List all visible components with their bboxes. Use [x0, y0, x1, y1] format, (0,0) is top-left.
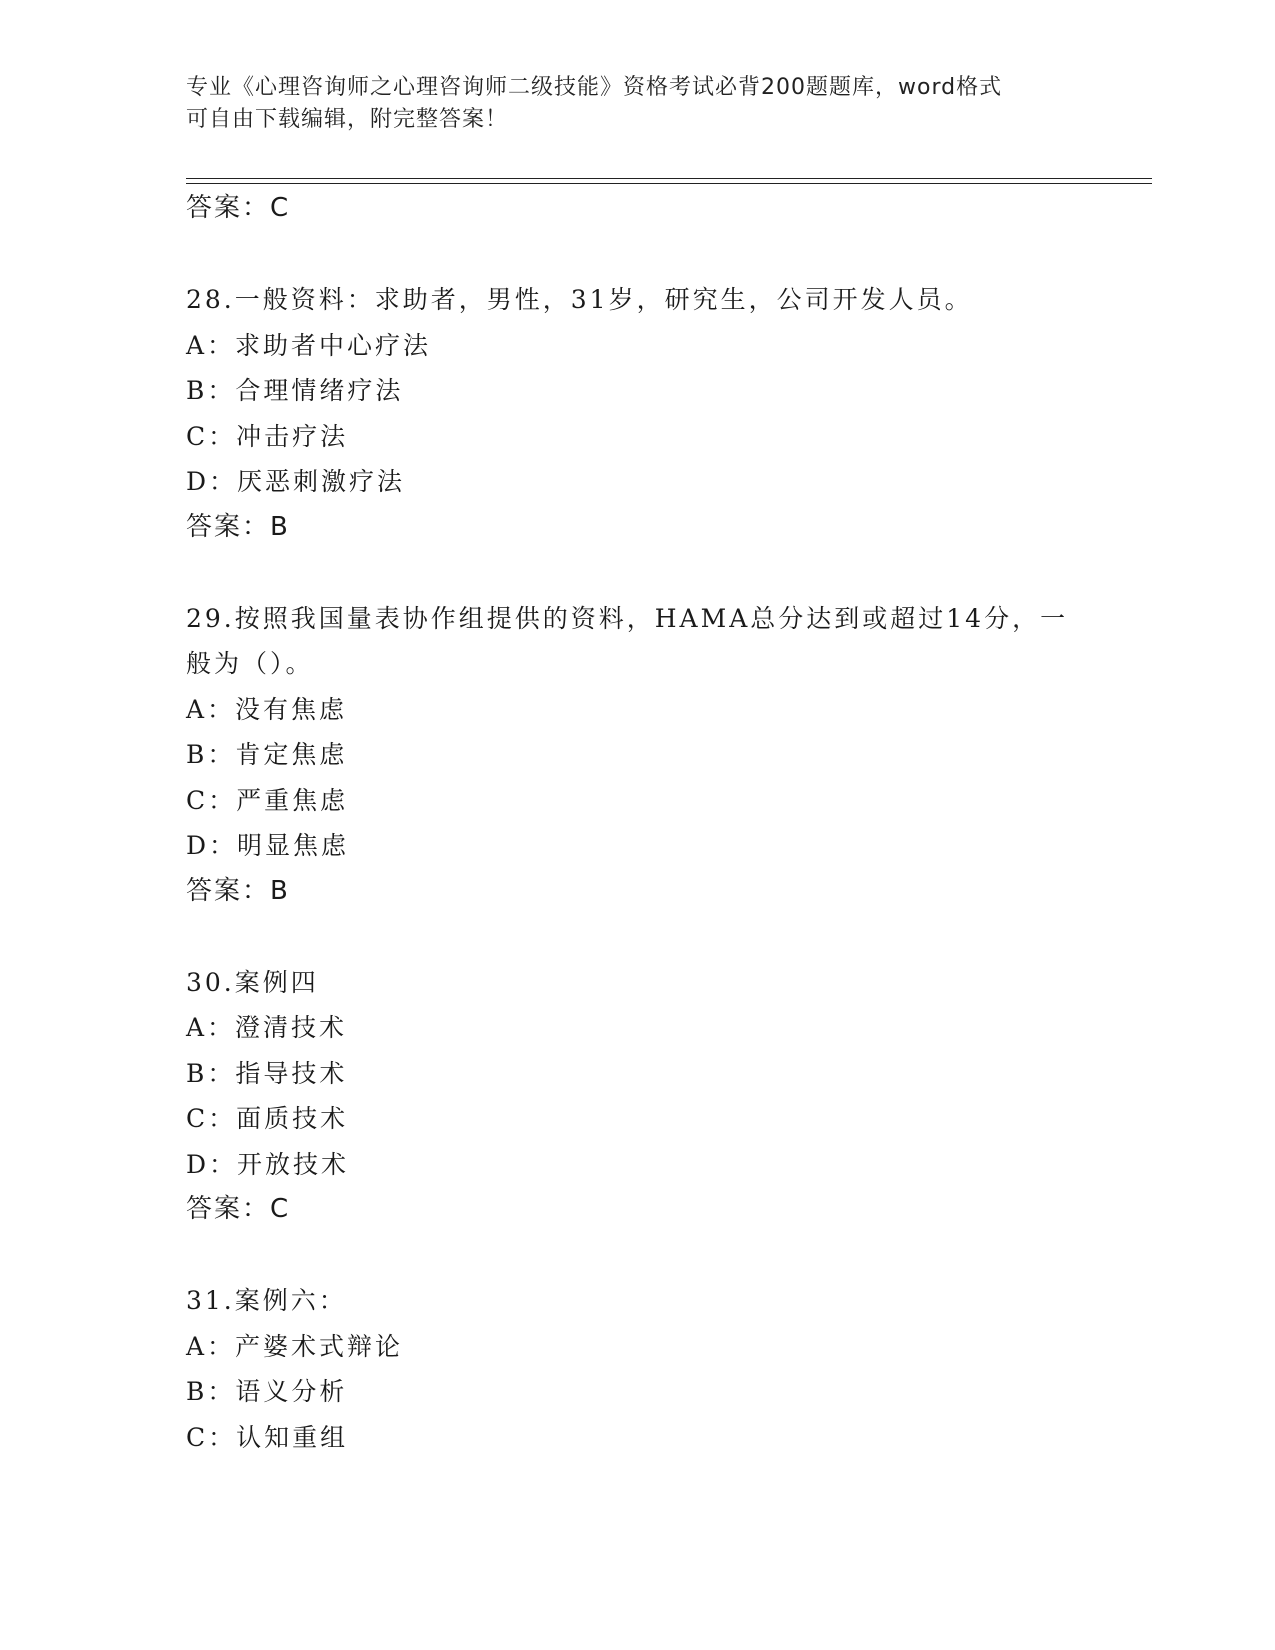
option-a: A：产婆术式辩论	[186, 1331, 404, 1361]
option-b: B：指导技术	[186, 1058, 348, 1088]
option-b: B：语义分析	[186, 1377, 348, 1406]
question-stem: 30.案例四	[186, 967, 319, 997]
question-29	[186, 596, 1086, 915]
option-c: C：严重焦虑	[186, 785, 349, 815]
option-a: A：求助者中心疗法	[186, 330, 432, 360]
question-28	[186, 277, 1086, 550]
question-stem: 31.案例六：	[186, 1286, 347, 1315]
spacer	[186, 914, 1086, 960]
header-line-2: 可自由下载编辑，附完整答案！	[186, 107, 509, 132]
spacer	[186, 1233, 1086, 1279]
option-c: C：冲击疗法	[186, 421, 349, 451]
option-a: A：澄清技术	[186, 1013, 348, 1042]
option-c: C：面质技术	[186, 1104, 349, 1133]
question-31	[186, 1278, 1086, 1460]
option-c: C：认知重组	[186, 1422, 349, 1452]
question-list	[186, 186, 1086, 1460]
spacer	[186, 232, 1086, 278]
question-stem: 29.按照我国量表协作组提供的资料，HAMA总分达到或超过14分，一	[186, 603, 1069, 633]
question-stem-continued: 般为（）。	[186, 649, 314, 678]
page-header	[186, 72, 1076, 136]
option-b: B：肯定焦虑	[186, 740, 348, 769]
question-stem: 28.一般资料：求助者，男性，31岁，研究生，公司开发人员。	[186, 285, 973, 314]
option-a: A：没有焦虑	[186, 694, 348, 724]
answer: 答案：B	[186, 875, 290, 906]
option-b: B：合理情绪疗法	[186, 376, 404, 405]
answer: 答案：C	[186, 1194, 291, 1224]
answer: 答案：B	[186, 511, 290, 542]
option-d: D：厌恶刺激疗法	[186, 467, 406, 496]
option-d: D：开放技术	[186, 1149, 350, 1179]
header-line-1: 专业《心理咨询师之心理咨询师二级技能》资格考试必背200题题库，word格式	[186, 75, 1003, 100]
option-d: D：明显焦虑	[186, 831, 350, 860]
header-divider-top	[186, 178, 1152, 179]
question-30	[186, 960, 1086, 1233]
header-divider-bottom	[186, 183, 1152, 184]
spacer	[186, 550, 1086, 596]
previous-answer: 答案：C	[186, 193, 291, 223]
